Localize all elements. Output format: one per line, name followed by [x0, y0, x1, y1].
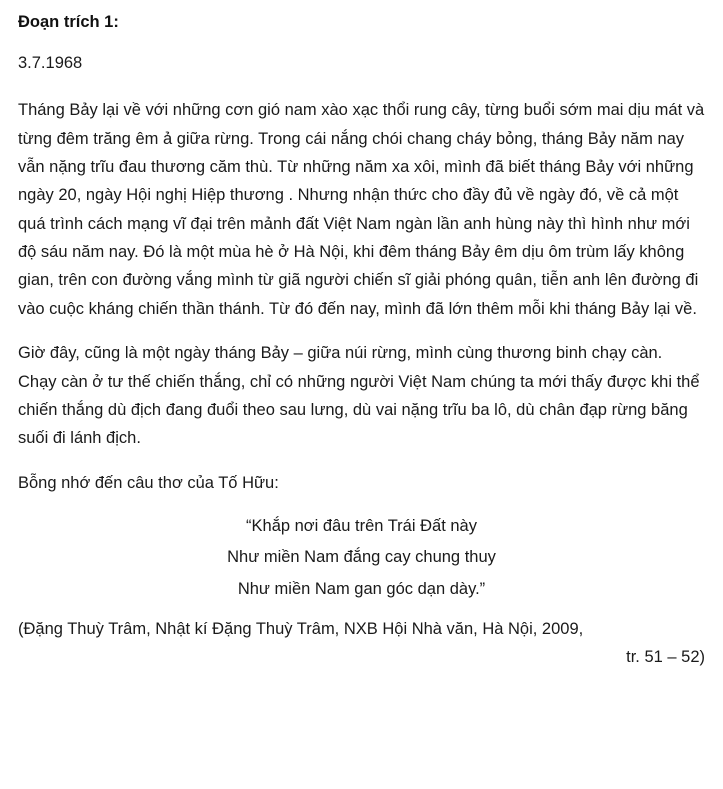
diary-date: 3.7.1968 [18, 54, 83, 73]
paragraph-2: Giờ đây, cũng là một ngày tháng Bảy – giữa núi rừng, mình cùng thương binh chạy càn. Chạy càn ở tư thế chiến thắng, chỉ có những người Việt Nam chúng ta mới thấy được khi thể chiến thắng dù địch đang đuổi theo sau lưng, dù vai nặng trĩu ba lô, dù chân đạp rừng băng suối đi lánh địch. [18, 344, 700, 448]
source-citation-main: (Đặng Thuỳ Trâm, Nhật kí Đặng Thuỳ Trâm, NXB Hội Nhà văn, Hà Nội, 2009, [18, 620, 584, 639]
page-title: Đoạn trích 1: [18, 13, 119, 31]
paragraph-1: Tháng Bảy lại về với những cơn gió nam xào xạc thổi rung cây, từng buổi sớm mai dịu mát và từng đêm trăng êm ả giữa rừng. Trong cái nắng chói chang cháy bỏng, tháng Bảy năm nay vẫn nặng trĩu đau thương căm thù. Từ những năm xa xôi, mình đã biết tháng Bảy với những ngày 20, ngày Hội nghị Hiệp thương . Nhưng nhận thức cho đầy đủ về ngày đó, về cả một quá trình cách mạng vĩ đại trên mảnh đất Việt Nam ngàn lần anh hùng này thì hình như mới độ sáu năm nay. Đó là một mùa hè ở Hà Nội, khi đêm tháng Bảy êm dịu ôm trùm lấy không gian, trên con đường vắng mình từ giã người chiến sĩ giải phóng quân, tiễn anh lên đường đi vào cuộc kháng chiến thần thánh. Từ đó đến nay, mình đã lớn thêm mỗi khi tháng Bảy lại về. [18, 101, 705, 318]
source-citation [18, 615, 705, 672]
poem-block [18, 511, 705, 605]
poem-line-3: Như miền Nam gan góc dạn dày.” [237, 579, 486, 598]
source-citation-pages: tr. 51 – 52) [626, 648, 705, 667]
paragraph-3: Bỗng nhớ đến câu thơ của Tố Hữu: [18, 473, 279, 492]
poem-line-1: “Khắp nơi đâu trên Trái Đất này [246, 517, 477, 536]
poem-line-2: Như miền Nam đắng cay chung thuy [227, 548, 496, 567]
